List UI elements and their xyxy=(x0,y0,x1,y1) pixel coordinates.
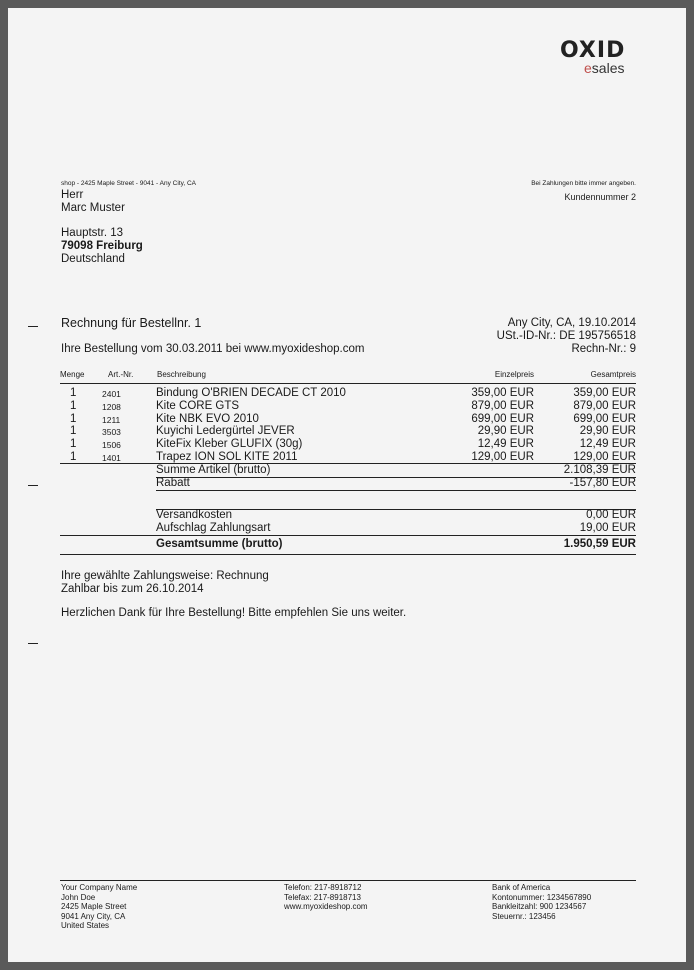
article-number: 3503 xyxy=(102,427,121,438)
total-price: 12,49 EUR xyxy=(579,438,636,451)
invoice-title: Rechnung für Bestellnr. 1 xyxy=(61,316,202,330)
footer-line: Telefax: 217-8918713 xyxy=(284,892,361,902)
footer-contact xyxy=(284,883,368,912)
discount-value: -157,80 EUR xyxy=(569,477,636,489)
oxid-logo: OXID xyxy=(560,38,626,63)
unit-price: 879,00 EUR xyxy=(471,399,534,412)
table-row xyxy=(60,413,636,426)
footer-line: Bank of America xyxy=(492,883,551,892)
punch-mark xyxy=(28,643,38,644)
total-price: 359,00 EUR xyxy=(573,387,636,399)
subtotal-label: Summe Artikel (brutto) xyxy=(156,464,271,476)
table-row xyxy=(60,387,636,400)
table-row xyxy=(60,425,636,438)
fold-mark xyxy=(28,326,38,327)
col-art: Art.-Nr. xyxy=(108,370,134,379)
qty: 1 xyxy=(70,399,77,412)
article-number: 2401 xyxy=(102,389,121,399)
footer-divider xyxy=(60,880,636,881)
shipping-label: Versandkosten xyxy=(156,509,233,521)
divider xyxy=(60,383,636,384)
total-price: 129,00 EUR xyxy=(573,451,636,463)
subtotal-row xyxy=(60,464,636,477)
qty: 1 xyxy=(70,387,77,399)
payment-method: Ihre gewählte Zahlungsweise: Rechnung xyxy=(61,570,269,582)
description: Trapez ION SOL KITE 2011 xyxy=(156,451,298,463)
recipient-country: Deutschland xyxy=(61,253,125,265)
total-price: 699,00 EUR xyxy=(573,412,636,425)
total-label: Gesamtsumme (brutto) xyxy=(156,538,283,550)
col-total: Gesamtpreis xyxy=(590,370,636,379)
qty: 1 xyxy=(70,451,77,463)
article-number: 1401 xyxy=(102,453,121,463)
discount-row xyxy=(60,477,636,490)
shipping-row xyxy=(60,509,636,522)
unit-price: 699,00 EUR xyxy=(471,412,534,425)
table-row xyxy=(60,438,636,451)
subtotal-value: 2.108,39 EUR xyxy=(563,464,636,476)
recipient-city: 79098 Freiburg xyxy=(61,240,143,252)
qty: 1 xyxy=(70,412,77,425)
discount-label: Rabatt xyxy=(156,477,190,489)
recipient-name: Marc Muster xyxy=(61,202,125,214)
divider xyxy=(156,490,636,491)
footer-line: 2425 Maple Street xyxy=(61,902,127,911)
footer-line: Steuernr.: 123456 xyxy=(492,911,556,921)
description: KiteFix Kleber GLUFIX (30g) xyxy=(156,438,303,451)
thanks-text: Herzlichen Dank für Ihre Bestellung! Bitte empfehlen Sie uns weiter. xyxy=(61,607,407,619)
article-number: 1208 xyxy=(102,401,121,412)
vat-id: USt.-ID-Nr.: DE 195756518 xyxy=(496,330,636,342)
footer-line: Kontonummer: 1234567890 xyxy=(492,892,592,902)
footer-line: John Doe xyxy=(61,892,96,902)
order-line: Ihre Bestellung vom 30.03.2011 bei www.myoxideshop.com xyxy=(61,343,365,355)
shipping-value: 0,00 EUR xyxy=(586,509,636,521)
description: Kuyichi Ledergürtel JEVER xyxy=(156,425,295,438)
col-unit: Einzelpreis xyxy=(494,370,534,379)
qty: 1 xyxy=(70,438,77,451)
total-row xyxy=(60,538,636,551)
footer-line: Bankleitzahl: 900 1234567 xyxy=(492,902,587,911)
footer-company xyxy=(61,883,137,931)
esales-logo xyxy=(584,60,624,76)
table-header xyxy=(60,370,636,383)
surcharge-row xyxy=(60,522,636,535)
col-qty: Menge xyxy=(60,370,85,379)
description: Kite NBK EVO 2010 xyxy=(156,412,259,425)
logo-sales: sales xyxy=(591,60,625,76)
logo-e: e xyxy=(584,60,592,76)
fold-mark xyxy=(28,485,38,486)
description: Kite CORE GTS xyxy=(156,399,240,412)
sender-line: shop - 2425 Maple Street - 9041 - Any City, CA xyxy=(61,180,197,187)
place-date: Any City, CA, 19.10.2014 xyxy=(507,317,636,329)
col-desc: Beschreibung xyxy=(157,370,206,379)
description: Bindung O'BRIEN DECADE CT 2010 xyxy=(156,387,346,399)
payment-note: Bei Zahlungen bitte immer angeben. xyxy=(531,180,636,187)
unit-price: 12,49 EUR xyxy=(477,438,534,451)
footer-line: Telefon: 217-8918712 xyxy=(284,883,362,892)
total-value: 1.950,59 EUR xyxy=(563,538,636,550)
divider xyxy=(60,535,636,536)
footer-line: www.myoxideshop.com xyxy=(284,902,368,911)
salutation: Herr xyxy=(61,189,84,201)
footer-line: 9041 Any City, CA xyxy=(61,911,126,921)
total-price: 879,00 EUR xyxy=(573,399,636,412)
unit-price: 29,90 EUR xyxy=(477,425,534,438)
footer-line: United States xyxy=(61,921,110,930)
unit-price: 359,00 EUR xyxy=(471,387,534,399)
footer-bank xyxy=(492,883,591,921)
invoice-number: Rechn-Nr.: 9 xyxy=(571,343,636,355)
recipient-street: Hauptstr. 13 xyxy=(61,227,124,239)
payment-due: Zahlbar bis zum 26.10.2014 xyxy=(61,583,204,595)
total-price: 29,90 EUR xyxy=(579,425,636,438)
unit-price: 129,00 EUR xyxy=(471,451,534,463)
qty: 1 xyxy=(70,425,77,438)
divider xyxy=(60,554,636,555)
surcharge-value: 19,00 EUR xyxy=(579,522,636,534)
footer-line: Your Company Name xyxy=(61,883,138,892)
article-number: 1506 xyxy=(102,440,121,451)
article-number: 1211 xyxy=(102,414,121,425)
table-row xyxy=(60,400,636,413)
surcharge-label: Aufschlag Zahlungsart xyxy=(156,522,271,534)
customer-number: Kundennummer 2 xyxy=(564,192,636,202)
